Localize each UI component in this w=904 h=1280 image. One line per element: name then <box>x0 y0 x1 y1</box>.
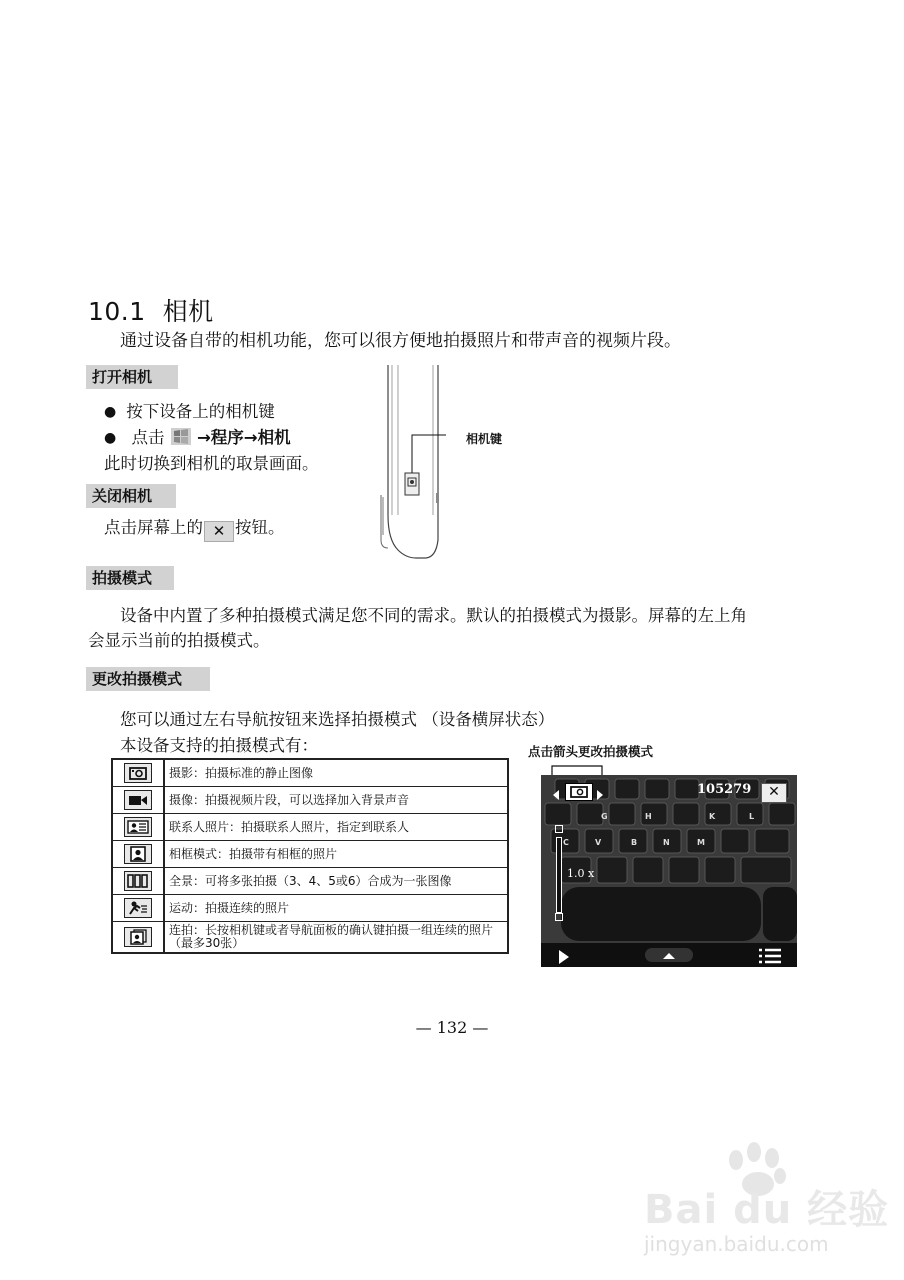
camera-icon <box>124 763 152 783</box>
close-camera-text: 点击屏幕上的 ✕ 按钮。 <box>104 518 285 540</box>
play-icon[interactable] <box>559 949 569 963</box>
svg-text:C: C <box>563 838 569 847</box>
expand-up-button[interactable] <box>645 948 693 962</box>
contact-card-icon <box>124 817 152 837</box>
change-mode-line-2: 本设备支持的拍摄模式有： <box>120 736 318 755</box>
windows-start-icon <box>171 428 191 445</box>
video-camera-icon <box>124 790 152 810</box>
mode-text: 摄像：拍摄视频片段，可以选择加入背景声音 <box>164 787 508 814</box>
svg-text:M: M <box>697 838 705 847</box>
burst-icon <box>124 927 152 947</box>
shoot-mode-heading: 拍摄模式 <box>86 566 174 590</box>
mode-text: 全景：可将多张拍摄（3、4、5或6）合成为一张图像 <box>164 868 508 895</box>
camera-key-callout: 相机键 <box>466 432 503 446</box>
mode-text: 连拍：长按相机键或者导航面板的确认键拍摄一组连续的照片（最多30张） <box>164 922 508 954</box>
zoom-slider[interactable] <box>556 837 562 913</box>
menu-icon[interactable] <box>759 948 781 964</box>
svg-text:L: L <box>749 812 755 821</box>
panorama-icon <box>124 871 152 891</box>
page-number: — 132 — <box>415 1018 489 1037</box>
shoot-mode-line-1: 设备中内置了多种拍摄模式满足您不同的需求。默认的拍摄模式为摄影。屏幕的左上角 <box>120 606 747 625</box>
close-icon[interactable]: ✕ <box>761 783 787 803</box>
svg-text:G: G <box>601 812 608 821</box>
bullet2-menu-path: →程序→相机 <box>196 428 291 447</box>
open-camera-bullet-1: ● 按下设备上的相机键 <box>104 398 275 422</box>
table-row <box>112 787 508 814</box>
table-row <box>112 841 508 868</box>
section-title <box>88 292 214 328</box>
watermark-url: jingyan.baidu.com <box>644 1232 829 1256</box>
svg-text:K: K <box>709 812 716 821</box>
sports-runner-icon <box>124 898 152 918</box>
change-mode-heading: 更改拍摄模式 <box>86 667 210 691</box>
baidu-jingyan-watermark <box>640 1140 900 1270</box>
zoom-level: 1.0 x <box>567 867 595 880</box>
open-camera-heading: 打开相机 <box>86 365 178 389</box>
chevron-right-icon[interactable] <box>597 785 603 795</box>
mode-text: 摄影：拍摄标准的静止图像 <box>164 759 508 787</box>
chevron-left-icon[interactable] <box>553 785 559 795</box>
screenshot-caption: 点击箭头更改拍摄模式 <box>528 744 654 759</box>
bullet2-prefix: 点击 <box>131 428 165 447</box>
close-icon: ✕ <box>204 521 234 542</box>
current-mode-camera-icon[interactable] <box>565 783 593 801</box>
table-row <box>112 759 508 787</box>
mode-text: 联系人照片：拍摄联系人照片，指定到联系人 <box>164 814 508 841</box>
camera-viewfinder-screenshot <box>541 775 797 967</box>
frame-portrait-icon <box>124 844 152 864</box>
table-row <box>112 895 508 922</box>
svg-text:B: B <box>631 838 638 847</box>
table-row <box>112 922 508 954</box>
svg-text:N: N <box>663 838 670 847</box>
svg-text:H: H <box>645 812 652 821</box>
shooting-modes-table <box>111 758 509 954</box>
intro-paragraph: 通过设备自带的相机功能，您可以很方便地拍摄照片和带声音的视频片段。 <box>120 331 681 351</box>
watermark-brand: Bai du 经验 <box>644 1187 890 1233</box>
svg-text:V: V <box>595 838 602 847</box>
zoom-out-marker[interactable] <box>555 913 563 921</box>
open-camera-note: 此时切换到相机的取景画面。 <box>104 454 319 473</box>
open-camera-bullet-2 <box>104 424 291 448</box>
zoom-in-marker[interactable] <box>555 825 563 833</box>
section-name: 相机 <box>162 297 214 326</box>
photo-counter: 105279 <box>697 782 752 797</box>
shoot-mode-line-2: 会显示当前的拍摄模式。 <box>88 631 270 650</box>
change-mode-line-1: 您可以通过左右导航按钮来选择拍摄模式 （设备横屏状态） <box>120 710 555 729</box>
section-number: 10.1 <box>88 297 146 326</box>
mode-text: 相框模式：拍摄带有相框的照片 <box>164 841 508 868</box>
close-camera-heading: 关闭相机 <box>86 484 176 508</box>
table-row <box>112 814 508 841</box>
mode-text: 运动：拍摄连续的照片 <box>164 895 508 922</box>
table-row <box>112 868 508 895</box>
device-side-illustration <box>376 365 446 565</box>
